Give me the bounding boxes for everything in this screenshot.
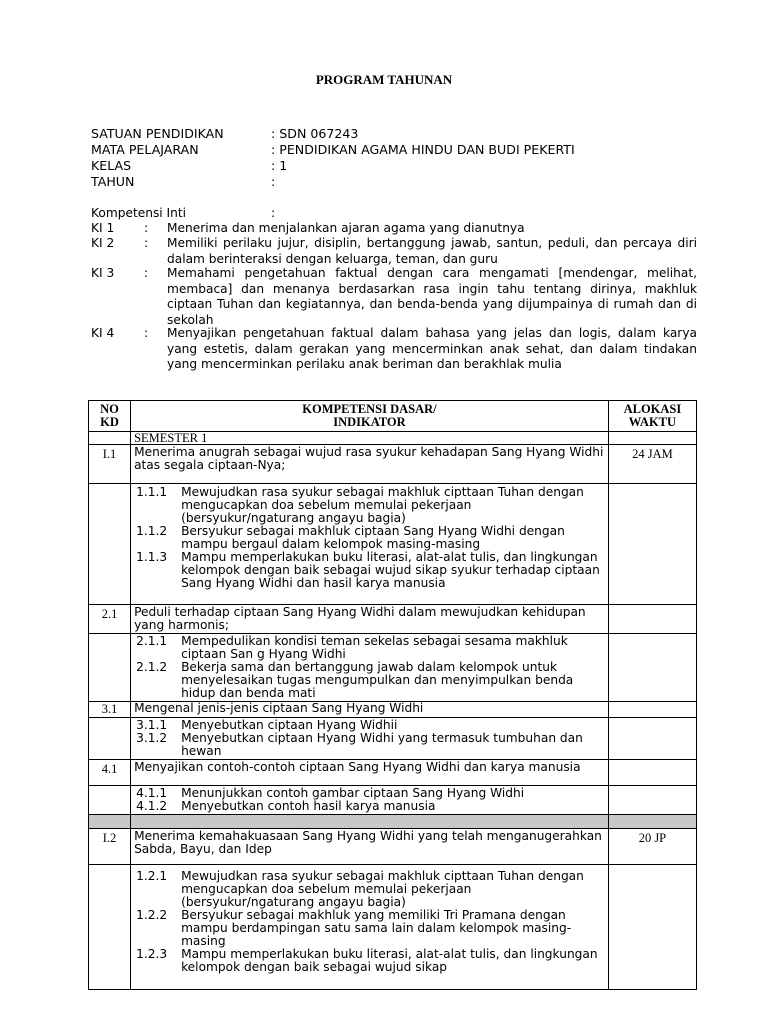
indicator-number: 1.2.3	[136, 947, 168, 961]
kompetensi-inti-colon: :	[271, 205, 276, 220]
table-cell	[89, 484, 131, 605]
ki-text: Memiliki perilaku jujur, disiplin, bertanggung jawab, santun, peduli, dan percaya diri dalam berinteraksi dengan keluarga, teman, dan guru	[167, 236, 697, 266]
identity-value: : PENDIDIKAN AGAMA HINDU DAN BUDI PEKERTI	[271, 142, 575, 157]
kd-text: Peduli terhadap ciptaan Sang Hyang Widhi dalam mewujudkan kehidupan yang harmonis;	[131, 605, 609, 634]
indicator-number: 4.1.2	[136, 799, 168, 813]
table-cell	[89, 718, 131, 760]
indicator-number: 3.1.2	[136, 731, 168, 745]
kd-number: I.1	[89, 445, 131, 484]
indicator-number: 2.1.2	[136, 660, 168, 674]
table-cell	[608, 634, 696, 702]
header-kompetensi	[131, 401, 609, 432]
indicator-list	[131, 718, 609, 760]
indicator-item	[134, 525, 606, 551]
identity-value: : 1	[271, 158, 288, 173]
ki-text: Memahami pengetahuan faktual dengan cara mengamati [mendengar, melihat, membaca] dan menanya berdasarkan rasa ingin tahu tentang dirinya, makhluk ciptaan Tuhan dan kegiatannya, dan benda-benda yang dijumpainya di rumah dan di sekolah	[167, 266, 697, 327]
indicator-text: Bersyukur sebagai makhluk ciptaan Sang Hyang Widhi dengan mampu bergaul dalam kelompok masing-masing	[181, 524, 565, 551]
indicator-number: 1.2.2	[136, 908, 168, 922]
header-text: KOMPETENSI DASAR/	[302, 402, 437, 416]
indicator-list	[131, 634, 609, 702]
identity-label: KELAS	[91, 158, 132, 173]
table-row	[89, 829, 697, 865]
ki-colon: :	[144, 266, 149, 280]
table-row	[89, 605, 697, 634]
indicator-item	[134, 635, 606, 661]
table-row	[89, 702, 697, 718]
table-cell	[89, 865, 131, 990]
separator-row	[89, 815, 697, 829]
document-title: PROGRAM TAHUNAN	[315, 72, 453, 87]
table-cell	[89, 786, 131, 815]
alokasi-waktu: 20 JP	[608, 829, 696, 865]
ki-colon: :	[144, 221, 149, 235]
indicator-text: Menyebutkan contoh hasil karya manusia	[181, 799, 436, 813]
alokasi-waktu: 24 JAM	[608, 445, 696, 484]
header-text: ALOKASI	[623, 402, 682, 416]
indicator-text: Bersyukur sebagai makhluk yang memiliki Tri Pramana dengan mampu berdampingan satu sama lain dalam kelompok masing-masing	[181, 908, 572, 948]
table-cell	[89, 432, 131, 445]
header-alokasi	[608, 401, 696, 432]
table-cell	[608, 760, 696, 786]
ki-code: KI 2	[91, 236, 115, 250]
indicator-text: Mewujudkan rasa syukur sebagai makhluk cipttaan Tuhan dengan mengucapkan doa sebelum memulai pekerjaan (bersyukur/ngaturang angayu bagia)	[181, 485, 584, 525]
header-no-kd	[89, 401, 131, 432]
indicator-text: Menyebutkan ciptaan Hyang Widhi yang termasuk tumbuhan dan hewan	[181, 731, 583, 758]
table-header-row	[89, 401, 697, 432]
table-row	[89, 865, 697, 990]
semester-label: SEMESTER 1	[131, 432, 609, 445]
indicator-item	[134, 486, 606, 525]
ki-colon: :	[144, 326, 149, 340]
table-row	[89, 786, 697, 815]
table-cell	[608, 718, 696, 760]
kd-text: Menyajikan contoh-contoh ciptaan Sang Hyang Widhi dan karya manusia	[131, 760, 609, 786]
indicator-number: 1.1.1	[136, 485, 168, 499]
kd-number: 3.1	[89, 702, 131, 718]
table-cell	[131, 815, 609, 829]
identity-value: : SDN 067243	[271, 126, 359, 141]
table-cell	[608, 786, 696, 815]
kd-text: Menerima kemahakuasaan Sang Hyang Widhi yang telah menganugerahkan Sabda, Bayu, dan Idep	[131, 829, 609, 865]
indicator-number: 4.1.1	[136, 786, 168, 800]
indicator-item	[134, 661, 606, 700]
table-cell	[608, 865, 696, 990]
table-row	[89, 634, 697, 702]
indicator-number: 3.1.1	[136, 718, 168, 732]
table-row	[89, 760, 697, 786]
header-text: KD	[100, 415, 119, 429]
ki-code: KI 1	[91, 221, 115, 235]
indicator-text: Mampu memperlakukan buku literasi, alat-alat tulis, dan lingkungan kelompok dengan baik sebagai wujud sikap syukur terhadap ciptaan Sang Hyang Widhi dan hasil karya manusia	[181, 550, 600, 590]
identity-label: MATA PELAJARAN	[91, 142, 199, 157]
indicator-text: Mampu memperlakukan buku literasi, alat-alat tulis, dan lingkungan kelompok dengan baik sebagai wujud sikap	[181, 947, 598, 974]
table-cell	[608, 702, 696, 718]
table-cell	[608, 815, 696, 829]
indicator-item	[134, 732, 606, 758]
indicator-text: Mempedulikan kondisi teman sekelas sebagai sesama makhluk ciptaan San g Hyang Widhi	[181, 634, 568, 661]
table-cell	[89, 634, 131, 702]
kd-text: Menerima anugrah sebagai wujud rasa syukur kehadapan Sang Hyang Widhi atas segala ciptaan-Nya;	[131, 445, 609, 484]
header-text: WAKTU	[628, 415, 677, 429]
indicator-item	[134, 870, 606, 909]
kd-text: Mengenal jenis-jenis ciptaan Sang Hyang Widhi	[131, 702, 609, 718]
indicator-list	[131, 786, 609, 815]
indicator-number: 1.1.2	[136, 524, 168, 538]
indicator-text: Bekerja sama dan bertanggung jawab dalam kelompok untuk menyelesaikan tugas mengumpulkan dan menyimpulkan benda hidup dan benda mati	[181, 660, 574, 700]
identity-label: SATUAN PENDIDIKAN	[91, 126, 224, 141]
indicator-number: 1.1.3	[136, 550, 168, 564]
kd-table	[88, 400, 697, 990]
kd-number: 2.1	[89, 605, 131, 634]
indicator-item	[134, 551, 606, 590]
ki-text: Menyajikan pengetahuan faktual dalam bahasa yang jelas dan logis, dalam karya yang estetis, dalam gerakan yang mencerminkan anak sehat, dan dalam tindakan yang mencerminkan perilaku anak beriman dan berakhlak mulia	[167, 326, 697, 371]
table-row	[89, 445, 697, 484]
kompetensi-inti-label: Kompetensi Inti	[91, 206, 187, 220]
table-cell	[608, 484, 696, 605]
indicator-text: Menyebutkan ciptaan Hyang Widhii	[181, 718, 398, 732]
identity-label: TAHUN	[91, 174, 135, 189]
indicator-item	[134, 948, 606, 974]
identity-value: :	[271, 174, 276, 189]
table-cell	[608, 605, 696, 634]
indicator-number: 1.2.1	[136, 869, 168, 883]
kd-number: I.2	[89, 829, 131, 865]
semester-row	[89, 432, 697, 445]
ki-colon: :	[144, 236, 149, 250]
ki-code: KI 4	[91, 326, 115, 340]
indicator-number: 2.1.1	[136, 634, 168, 648]
ki-text: Menerima dan menjalankan ajaran agama yang dianutnya	[167, 221, 525, 235]
table-row	[89, 484, 697, 605]
indicator-text: Menunjukkan contoh gambar ciptaan Sang Hyang Widhi	[181, 786, 525, 800]
indicator-item	[134, 800, 606, 813]
kd-number: 4.1	[89, 760, 131, 786]
indicator-list	[131, 484, 609, 605]
header-text: NO	[100, 402, 119, 416]
header-text: INDIKATOR	[333, 415, 406, 429]
indicator-list	[131, 865, 609, 990]
table-cell	[608, 432, 696, 445]
table-row	[89, 718, 697, 760]
ki-code: KI 3	[91, 266, 115, 280]
table-cell	[89, 815, 131, 829]
indicator-text: Mewujudkan rasa syukur sebagai makhluk cipttaan Tuhan dengan mengucapkan doa sebelum memulai pekerjaan (bersyukur/ngaturang angayu bagia)	[181, 869, 584, 909]
indicator-item	[134, 909, 606, 948]
